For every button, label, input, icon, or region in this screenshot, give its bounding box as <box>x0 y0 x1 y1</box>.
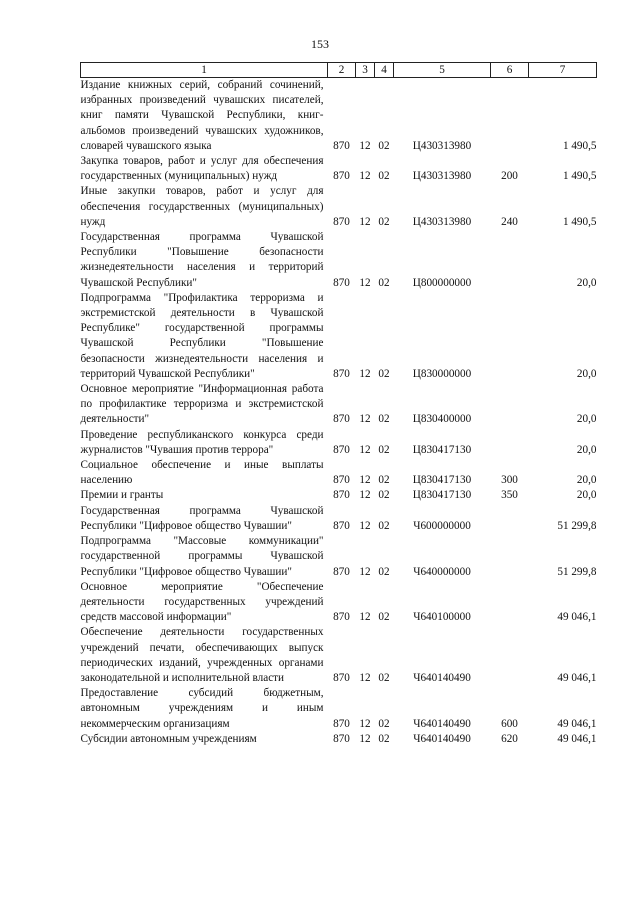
row-name: Обеспечение деятельности государственных учреждений печати, обеспечивающих выпуск периодических изданий, учрежденных органами законодательной и исполнительной власти <box>80 626 324 684</box>
table-row <box>81 78 597 155</box>
row-amount: 51 299,8 <box>557 519 597 532</box>
row-amount: 49 046,1 <box>557 717 597 730</box>
page-number: 153 <box>311 37 329 51</box>
row-administrator-code: 870 <box>333 413 350 426</box>
row-administrator-code: 870 <box>333 717 350 730</box>
row-name: Государственная программа Чувашской Республики "Цифровое общество Чувашии" <box>80 504 324 532</box>
row-expense-type <box>491 291 529 382</box>
row-administrator-code: 870 <box>333 519 350 532</box>
row-expense-type <box>491 78 529 155</box>
row-administrator-code: 870 <box>333 215 350 228</box>
row-amount: 20,0 <box>576 367 597 380</box>
table-row <box>81 382 597 428</box>
row-section: 12 <box>359 611 371 624</box>
table-row <box>81 732 597 747</box>
table-row <box>81 625 597 686</box>
row-expense-type <box>491 534 529 580</box>
row-target-item: Ч640000000 <box>413 565 471 578</box>
row-administrator-code: 870 <box>333 565 350 578</box>
row-amount: 49 046,1 <box>557 732 597 745</box>
row-amount: 20,0 <box>576 443 597 456</box>
row-administrator-code: 870 <box>333 474 350 487</box>
row-target-item: Ц830417130 <box>412 474 472 487</box>
row-target-item: Ц430313980 <box>412 139 472 152</box>
row-name: Предоставление субсидий бюджетным, автономным учреждениям и иным некоммерческим организациям <box>80 687 324 730</box>
row-expense-type <box>491 230 529 291</box>
row-target-item: Ц430313980 <box>412 215 472 228</box>
row-name: Проведение республиканского конкурса среди журналистов "Чувашия против террора" <box>80 428 324 456</box>
row-name: Иные закупки товаров, работ и услуг для обеспечения государственных (муниципальных) нужд <box>80 185 324 228</box>
row-name: Подпрограмма "Профилактика терроризма и экстремистской деятельности в Чувашской Республике" государственной программы Чувашской Республики "Повышение безопасности жизнедеятельности населения и территорий Чувашской Республики" <box>80 291 324 380</box>
table-row <box>81 428 597 458</box>
header-col-7: 7 <box>529 63 597 78</box>
row-expense-type: 240 <box>501 215 518 228</box>
row-section: 12 <box>359 671 371 684</box>
row-subsection: 02 <box>378 170 390 183</box>
row-expense-type: 200 <box>501 170 518 183</box>
row-section: 12 <box>359 519 371 532</box>
row-subsection: 02 <box>378 215 390 228</box>
row-subsection: 02 <box>378 413 390 426</box>
row-section: 12 <box>359 565 371 578</box>
row-section: 12 <box>359 367 371 380</box>
row-name: Закупка товаров, работ и услуг для обеспечения государственных (муниципальных) нужд <box>80 155 324 183</box>
row-expense-type <box>491 504 529 534</box>
row-subsection: 02 <box>378 519 390 532</box>
row-amount: 20,0 <box>576 474 597 487</box>
row-section: 12 <box>359 443 371 456</box>
table-row <box>81 488 597 503</box>
row-amount: 49 046,1 <box>557 671 597 684</box>
header-col-4: 4 <box>375 63 394 78</box>
row-target-item: Ч640140490 <box>413 717 471 730</box>
table-row <box>81 184 597 230</box>
row-expense-type <box>491 580 529 626</box>
row-target-item: Ч640100000 <box>413 611 471 624</box>
row-administrator-code: 870 <box>333 367 350 380</box>
table-row <box>81 154 597 184</box>
row-expense-type <box>491 382 529 428</box>
row-subsection: 02 <box>378 489 390 502</box>
row-section: 12 <box>359 215 371 228</box>
table-row <box>81 686 597 732</box>
row-name: Премии и гранты <box>80 489 164 502</box>
header-col-6: 6 <box>491 63 529 78</box>
row-amount: 20,0 <box>576 489 597 502</box>
row-expense-type: 300 <box>501 474 518 487</box>
table-row <box>81 458 597 488</box>
header-col-2: 2 <box>328 63 356 78</box>
row-subsection: 02 <box>378 443 390 456</box>
table-row <box>81 580 597 626</box>
row-name: Субсидии автономным учреждениям <box>80 732 257 745</box>
row-section: 12 <box>359 139 371 152</box>
row-section: 12 <box>359 413 371 426</box>
header-row <box>81 63 597 78</box>
budget-table <box>80 62 597 747</box>
table-row <box>81 291 597 382</box>
row-subsection: 02 <box>378 276 390 289</box>
row-amount: 49 046,1 <box>557 611 597 624</box>
row-target-item: Ц830417130 <box>412 489 472 502</box>
row-target-item: Ц430313980 <box>412 170 472 183</box>
row-amount: 51 299,8 <box>557 565 597 578</box>
row-expense-type: 350 <box>501 489 518 502</box>
header-col-1: 1 <box>81 63 328 78</box>
row-target-item: Ц830400000 <box>412 413 472 426</box>
row-name: Издание книжных серий, собраний сочинений, избранных произведений чувашских писателей, книг памяти Чувашской Республики, книг-альбомов произведений чувашских художников, словарей чувашского языка <box>80 79 324 152</box>
table-row <box>81 504 597 534</box>
row-name: Государственная программа Чувашской Республики "Повышение безопасности жизнедеятельности населения и территорий Чувашской Республики" <box>80 231 324 289</box>
header-col-3: 3 <box>356 63 375 78</box>
row-administrator-code: 870 <box>333 611 350 624</box>
row-name: Социальное обеспечение и иные выплаты населению <box>80 459 324 487</box>
row-administrator-code: 870 <box>333 139 350 152</box>
row-amount: 1 490,5 <box>562 170 597 183</box>
row-target-item: Ц830417130 <box>412 443 472 456</box>
row-subsection: 02 <box>378 367 390 380</box>
row-target-item: Ц830000000 <box>412 367 472 380</box>
row-amount: 1 490,5 <box>562 139 597 152</box>
row-administrator-code: 870 <box>333 732 350 745</box>
row-expense-type: 600 <box>501 717 518 730</box>
row-name: Подпрограмма "Массовые коммуникации" государственной программы Чувашской Республики "Цифровое общество Чувашии" <box>80 535 324 578</box>
row-section: 12 <box>359 474 371 487</box>
row-administrator-code: 870 <box>333 276 350 289</box>
row-subsection: 02 <box>378 474 390 487</box>
row-administrator-code: 870 <box>333 170 350 183</box>
table-row <box>81 230 597 291</box>
row-amount: 20,0 <box>576 276 597 289</box>
table-row <box>81 534 597 580</box>
row-section: 12 <box>359 276 371 289</box>
row-subsection: 02 <box>378 139 390 152</box>
row-subsection: 02 <box>378 565 390 578</box>
row-subsection: 02 <box>378 671 390 684</box>
row-subsection: 02 <box>378 717 390 730</box>
row-amount: 1 490,5 <box>562 215 597 228</box>
row-target-item: Ч640140490 <box>413 671 471 684</box>
row-section: 12 <box>359 489 371 502</box>
row-target-item: Ч640140490 <box>413 732 471 745</box>
row-amount: 20,0 <box>576 413 597 426</box>
row-subsection: 02 <box>378 611 390 624</box>
row-section: 12 <box>359 732 371 745</box>
row-administrator-code: 870 <box>333 489 350 502</box>
row-name: Основное мероприятие "Обеспечение деятельности государственных учреждений средств массовой информации" <box>80 580 324 624</box>
row-administrator-code: 870 <box>333 671 350 684</box>
row-target-item: Ч600000000 <box>413 519 471 532</box>
row-expense-type <box>491 428 529 458</box>
row-section: 12 <box>359 717 371 730</box>
row-target-item: Ц800000000 <box>412 276 472 289</box>
row-expense-type <box>491 625 529 686</box>
row-administrator-code: 870 <box>333 443 350 456</box>
row-subsection: 02 <box>378 732 390 745</box>
header-col-5: 5 <box>394 63 491 78</box>
row-section: 12 <box>359 170 371 183</box>
row-expense-type: 620 <box>501 732 518 745</box>
row-name: Основное мероприятие "Информационная работа по профилактике терроризма и экстремистской деятельности" <box>80 383 324 426</box>
